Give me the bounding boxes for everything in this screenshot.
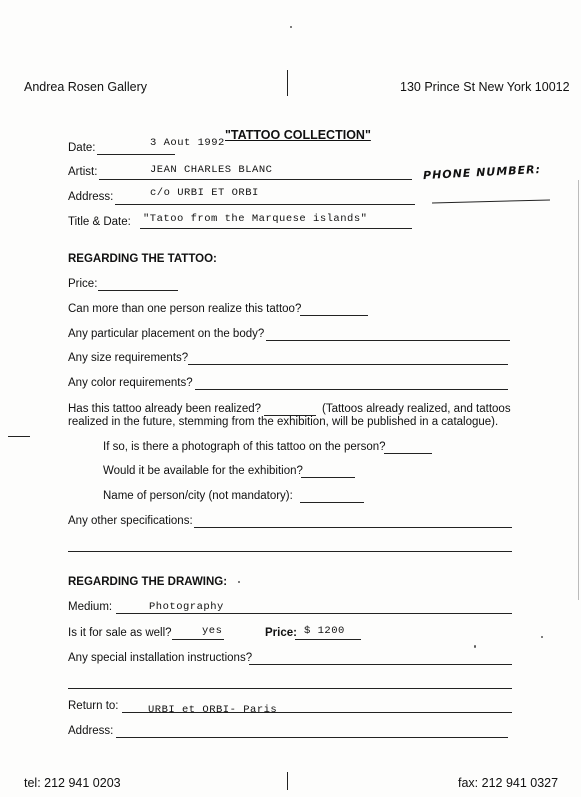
tattoo-section-heading: REGARDING THE TATTOO: <box>68 253 217 265</box>
date-label: Date: <box>68 142 96 154</box>
price-label: Price: <box>68 278 98 290</box>
answer-line-size <box>188 364 508 365</box>
question-photograph: If so, is there a photograph of this tattoo on the person? <box>103 441 386 453</box>
drawing-price-label: Price: <box>265 627 297 639</box>
gallery-address: 130 Prince St New York 10012 <box>400 80 570 94</box>
scan-speck <box>541 636 543 638</box>
drawing-price-line <box>295 639 361 640</box>
question-color: Any color requirements? <box>68 377 193 389</box>
price-line <box>98 290 178 291</box>
answer-line-available <box>301 477 355 478</box>
scan-speck <box>290 26 292 28</box>
return-to-value: URBI et ORBI- Paris <box>148 704 278 716</box>
return-address-line <box>116 737 508 738</box>
title-date-value: "Tatoo from the Marquese islands" <box>143 213 368 225</box>
medium-value: Photography <box>149 601 224 613</box>
catalogue-note-line-1: (Tattoos already realized, and tattoos <box>322 403 511 415</box>
date-line <box>97 154 175 155</box>
address-value: c/o URBI ET ORBI <box>150 187 259 199</box>
drawing-section-heading: REGARDING THE DRAWING: <box>68 576 228 588</box>
phone-line <box>432 199 550 203</box>
title-date-line <box>140 228 412 229</box>
question-name-city: Name of person/city (not mandatory): <box>103 490 293 502</box>
question-more-than-one-person: Can more than one person realize this tattoo? <box>68 303 302 315</box>
ink-speck <box>238 581 240 583</box>
scan-mark-left <box>8 436 30 437</box>
footer-fax: fax: 212 941 0327 <box>458 776 559 790</box>
answer-line-installation <box>249 664 512 665</box>
drawing-price-value: $ 1200 <box>304 625 345 637</box>
artist-value: JEAN CHARLES BLANC <box>150 164 273 176</box>
question-already-realized: Has this tattoo already been realized? <box>68 403 262 415</box>
question-size: Any size requirements? <box>68 352 189 364</box>
scan-edge-right <box>578 180 579 600</box>
question-other-specifications: Any other specifications: <box>68 515 193 527</box>
artist-line <box>99 179 412 180</box>
address-line <box>115 204 415 205</box>
date-value: 3 Aout 1992 <box>150 137 225 149</box>
sale-line <box>172 639 224 640</box>
return-address-label: Address: <box>68 725 114 737</box>
answer-line-color <box>195 389 508 390</box>
question-available: Would it be available for the exhibition? <box>103 465 303 477</box>
form-title: "TATTOO COLLECTION" <box>225 128 371 142</box>
phone-number-note: PHONE NUMBER: <box>422 162 542 183</box>
answer-line-name-city <box>300 502 364 503</box>
gallery-name: Andrea Rosen Gallery <box>24 80 147 94</box>
catalogue-note-line-2: realized in the future, stemming from the exhibition, will be published in a catalogue). <box>68 416 499 428</box>
answer-line-other-specs <box>194 527 512 528</box>
artist-label: Artist: <box>68 166 98 178</box>
question-placement: Any particular placement on the body? <box>68 328 265 340</box>
medium-line <box>116 613 512 614</box>
footer-tel: tel: 212 941 0203 <box>24 776 121 790</box>
footer-divider <box>287 772 288 790</box>
scan-speck <box>474 645 476 648</box>
medium-label: Medium: <box>68 601 113 613</box>
question-installation: Any special installation instructions? <box>68 652 253 664</box>
title-date-label: Title & Date: <box>68 216 131 228</box>
header-divider <box>287 70 288 96</box>
sale-label: Is it for sale as well? <box>68 627 172 639</box>
answer-line-installation-2 <box>68 688 512 689</box>
address-label: Address: <box>68 191 114 203</box>
answer-line-placement <box>266 340 510 341</box>
answer-line-more-than-one <box>300 315 368 316</box>
answer-line-other-specs-2 <box>68 551 512 552</box>
sale-value: yes <box>202 625 223 637</box>
answer-line-photograph <box>384 453 432 454</box>
return-to-label: Return to: <box>68 700 119 712</box>
